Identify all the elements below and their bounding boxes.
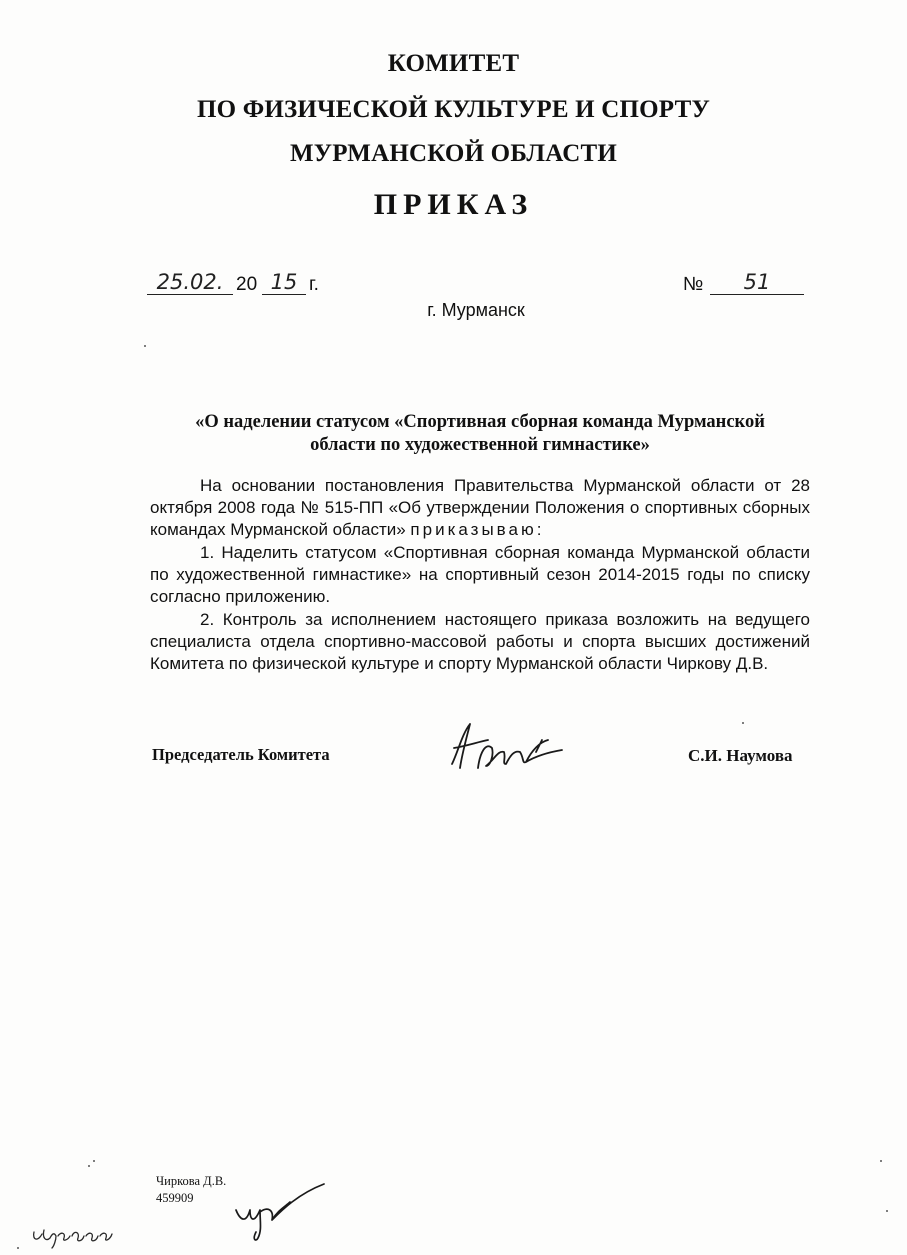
- scan-speck: [880, 1160, 882, 1162]
- scan-speck: [88, 1165, 90, 1167]
- signer-name: С.И. Наумова: [688, 746, 793, 765]
- order-word: приказываю:: [410, 520, 545, 539]
- executor-initials-signature: [228, 1180, 338, 1244]
- executor-name: Чиркова Д.В.: [156, 1174, 227, 1188]
- order-item-2: [150, 609, 810, 675]
- handwritten-signature: [440, 712, 570, 778]
- scan-speck: [93, 1160, 95, 1162]
- preamble-text: На основании постановления Правительства Мурманской области от 28 октября 2008 года № 515-ПП «Об утверждении Положения о спортивных сборных командах Мурманской области»: [150, 476, 810, 539]
- order-number: 51: [710, 270, 804, 295]
- number-sign: №: [683, 274, 704, 295]
- order-item-1: [150, 542, 810, 608]
- header-committee: КОМИТЕТ: [387, 50, 520, 77]
- city-line: г. Мурманск: [427, 300, 525, 320]
- scan-speck: [17, 1247, 19, 1249]
- order-item-1-text: 1. Наделить статусом «Спортивная сборная команда Мурманской области по художественной гимнастике» на спортивный сезон 2014-2015 годы по списку согласно приложению.: [150, 543, 810, 606]
- date-day-month: 25.02.: [147, 270, 233, 295]
- executor-phone: 459909: [156, 1191, 194, 1205]
- scan-speck: [742, 722, 744, 724]
- date-year-suffix: 15: [262, 270, 306, 295]
- header-committee-name: ПО ФИЗИЧЕСКОЙ КУЛЬТУРЕ И СПОРТУ: [196, 96, 711, 123]
- scan-speck: [886, 1210, 888, 1212]
- date-year-prefix: 20: [236, 274, 258, 295]
- preamble-paragraph: [150, 475, 810, 541]
- handwritten-note: [28, 1222, 146, 1250]
- document-type-title: ПРИКАЗ: [373, 188, 534, 221]
- order-subject: «О наделении статусом «Спортивная сборная команда Мурманской области по художественной гимнастике»: [195, 412, 765, 455]
- date-suffix: г.: [309, 274, 319, 295]
- signer-position: Председатель Комитета: [152, 745, 330, 764]
- header-region: МУРМАНСКОЙ ОБЛАСТИ: [289, 140, 618, 167]
- order-item-2-text: 2. Контроль за исполнением настоящего приказа возложить на ведущего специалиста отдела спортивно-массовой работы и спорта высших достижений Комитета по физической культуре и спорту Мурманской области Чиркову Д.В.: [150, 610, 810, 673]
- scan-speck: [144, 345, 146, 347]
